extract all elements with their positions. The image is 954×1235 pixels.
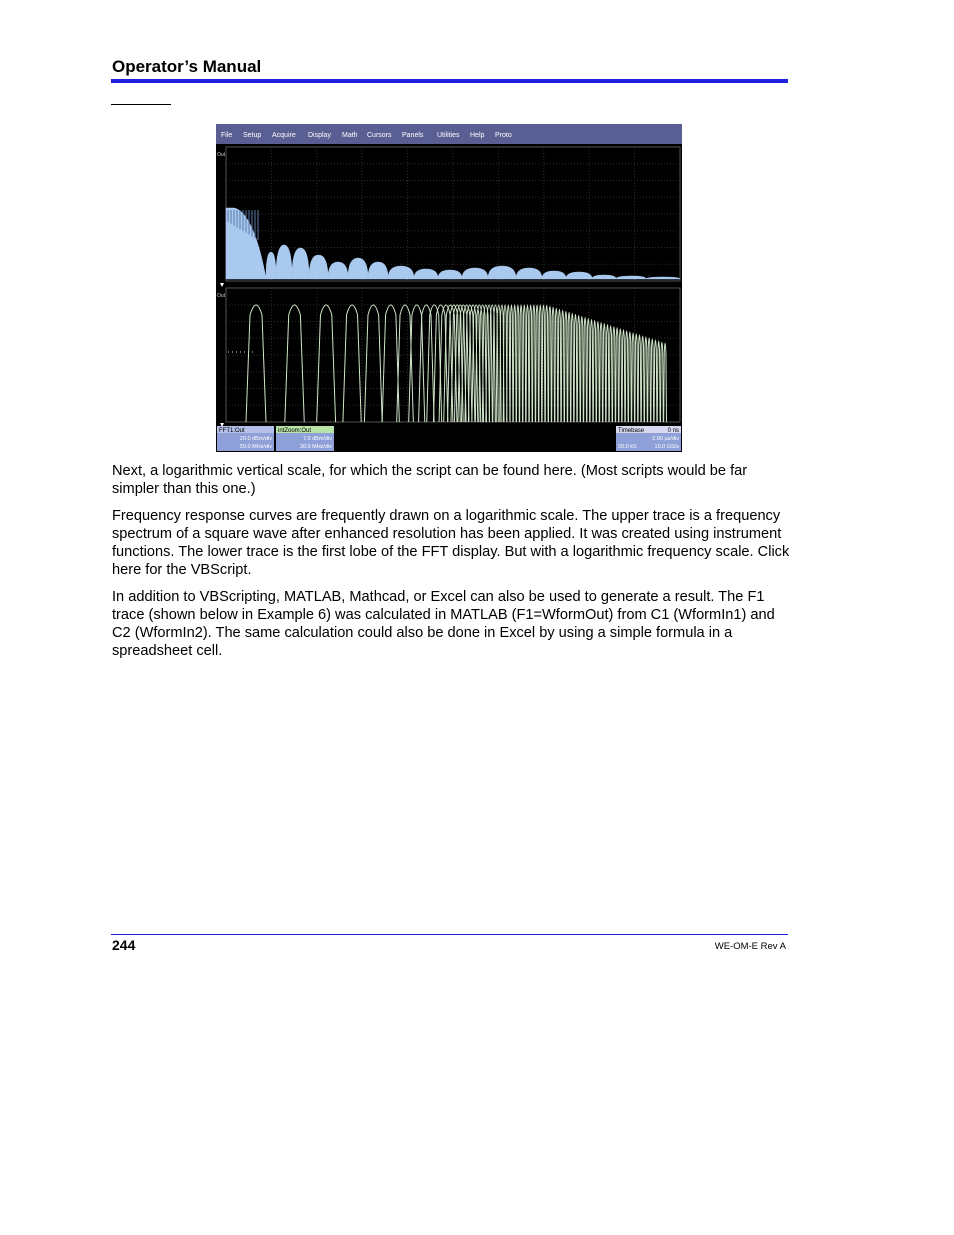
fft-panel <box>217 426 274 451</box>
timebase-delay: 0 ns <box>667 428 679 434</box>
menu-item-proto[interactable]: Proto <box>495 132 512 139</box>
menu-item-utilities[interactable]: Utilities <box>437 132 460 139</box>
upper-trace-label: Out <box>217 152 226 158</box>
page-header-title: Operator’s Manual <box>112 57 262 76</box>
footer-rule <box>111 934 788 935</box>
menu-item-panels[interactable]: Panels <box>402 132 424 139</box>
paragraph: In addition to VBScripting, MATLAB, Mathcad, or Excel can also be used to generate a result. The F1 trace (shown below in Example 6) was calculated in MATLAB (F1=WformOut) from C1 (WformIn1) and C2 (WformIn2). The same calculation could also be done in Excel by using a simple formula in a spreadsheet cell. <box>112 589 775 659</box>
zoom-vertical-scale: 7.0 dBm/div <box>302 436 332 442</box>
oscilloscope-screenshot <box>216 124 682 452</box>
zoom-panel <box>276 426 334 451</box>
paragraph: Frequency response curves are frequently drawn on a logarithmic scale. The upper trace is a frequency spectrum of a square wave after enhanced resolution has been applied. It was created using instrument functions. The lower trace is the first lobe of the FFT display. But with a logarithmic frequency scale. Click here for the VBScript. <box>112 508 790 578</box>
zoom-panel-title: intZoom:Out <box>278 428 312 434</box>
zoom-horizontal-scale: 30.0 MHz/div <box>299 444 332 450</box>
fft-panel-title: FFT1:Out <box>219 428 245 434</box>
timebase-scale: 2.00 µs/div <box>652 436 679 442</box>
timebase-title: Timebase <box>618 428 645 434</box>
menu-item-help[interactable]: Help <box>470 132 485 139</box>
menu-item-display[interactable]: Display <box>308 132 331 139</box>
fft-vertical-scale: 20.0 dBm/div <box>239 436 272 442</box>
timebase-samples: 20.0 kS <box>618 444 637 450</box>
timebase-panel <box>616 426 681 451</box>
short-rule <box>111 104 171 105</box>
header-rule <box>111 79 788 83</box>
menu-item-file[interactable]: File <box>221 132 233 139</box>
page-number: 244 <box>112 937 136 953</box>
menu-item-acquire[interactable]: Acquire <box>272 132 296 139</box>
menu-item-setup[interactable]: Setup <box>243 132 262 139</box>
timebase-rate: 10.0 GS/s <box>654 444 679 450</box>
menu-item-cursors[interactable]: Cursors <box>367 132 392 139</box>
lower-trace-label: Out <box>217 293 226 299</box>
fft-horizontal-scale: 50.0 MHz/div <box>239 444 272 450</box>
paragraph: Next, a logarithmic vertical scale, for which the script can be found here. (Most scripts would be far simpler than this one.) <box>112 463 748 497</box>
menu-item-math[interactable]: Math <box>342 132 358 139</box>
document-id: WE-OM-E Rev A <box>714 941 786 952</box>
body-text <box>112 462 792 669</box>
